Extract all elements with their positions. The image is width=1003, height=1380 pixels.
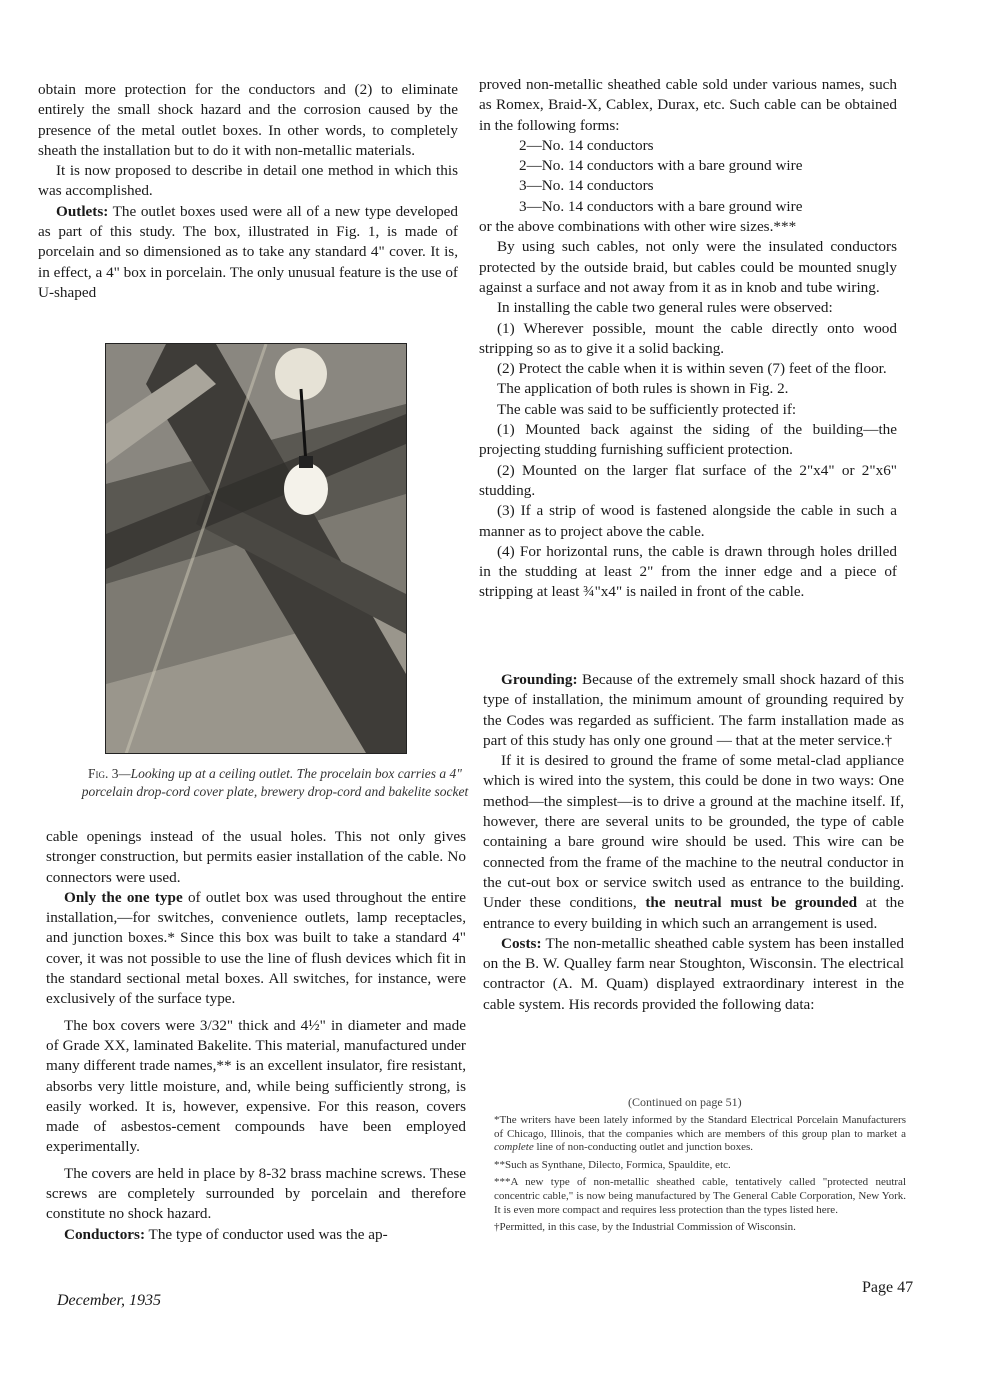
paragraph-conductors	[46, 1225, 466, 1245]
grounding-text: Because of the extremely small shock hazard of this type of installation, the minimum amount of grounding required by the Codes was regarded as sufficient. The farm installation made as part of this study has only one ground — that at the meter service.†	[483, 671, 904, 749]
figure-label: Fig. 3	[88, 766, 119, 781]
footnotes	[494, 1114, 906, 1239]
list-item: 2—No. 14 conductors with a bare ground wire	[519, 157, 803, 175]
footnote	[494, 1114, 906, 1155]
continued-note: (Continued on page 51)	[628, 1095, 742, 1109]
paragraph: (2) Mounted on the larger flat surface of the 2"x4" or 2"x6" studding.	[479, 461, 897, 499]
ceiling-outlet-photo	[106, 344, 406, 753]
conductors-heading: Conductors:	[64, 1225, 146, 1243]
one-type-text: of outlet box was used throughout the entire installation,—for switches, convenience outlets, lamp receptacles, and junction boxes.* Since this box was built to take a standard 4" cover, it was not possible to use the line of flush devices which fit in the standard sectional metal boxes. All switches, for instance, were exclusively of the surface type.	[46, 888, 466, 1008]
paragraph: (1) Mounted back against the siding of the building—the projecting studding furnishing sufficient protection.	[479, 421, 897, 459]
list-item: 3—No. 14 conductors with a bare ground wire	[519, 197, 803, 215]
costs-text: The non-metallic sheathed cable system has been installed on the B. W. Qualley farm near Stoughton, Wisconsin. The electrical contractor (A. M. Quam) displayed extraordinary interest in the cable system. His records provided the following data:	[483, 934, 904, 1013]
left-column-bottom	[46, 827, 466, 1245]
footnote-emphasis: complete	[494, 1141, 534, 1154]
footnote: ***A new type of non-metallic sheathed cable, tentatively called "protected neutral concentric cable," is now being manufactured by The General Cable Corporation, New York. It is even more compact and requires less protection than the types listed here.	[494, 1176, 906, 1216]
paragraph: (4) For horizontal runs, the cable is drawn through holes drilled in the studding at least 2" from the inner edge and a piece of stripping at least ¾"x4" is nailed in front of the cable.	[479, 542, 897, 601]
neutral-grounded-emphasis: the neutral must be grounded	[645, 894, 858, 912]
one-type-heading: Only the one type	[64, 888, 183, 906]
paragraph-grounding	[483, 670, 904, 751]
paragraph: cable openings instead of the usual holes. This not only gives stronger construction, but permits easier installation of the cable. No connectors were used.	[46, 828, 466, 886]
paragraph: The box covers were 3/32" thick and 4½" in diameter and made of Grade XX, laminated Bakelite. This material, manufactured under many different trade names,** is an excellent insulator, fire resistant, absorbs very little moisture, and, while being sufficiently strong, is easily worked. It is, however, expensive. For this reason, covers made of asbestos-cement compounds have been employed experimentally.	[46, 1016, 466, 1156]
paragraph-ground-frame	[483, 751, 904, 934]
footnote: **Such as Synthane, Dilecto, Formica, Spauldite, etc.	[494, 1158, 731, 1171]
paragraph: proved non-metallic sheathed cable sold under various names, such as Romex, Braid-X, Cablex, Durax, etc. Such cable can be obtained in the following forms:	[479, 76, 897, 134]
footer-date: December, 1935	[57, 1292, 161, 1309]
paragraph-outlets	[38, 202, 458, 303]
ground-frame-text-end: at the entrance to every building in which such an arrangement is used.	[483, 894, 904, 932]
left-column-top	[38, 80, 458, 303]
ground-frame-text: If it is desired to ground the frame of some metal-clad appliance which is wired into the system, this could be done in two ways: One method—the simplest—is to drive a ground at the machine itself. If, however, there are several units to be grounded, the type of cable containing a bare ground wire should be used. This wire can be connected from the frame of the machine to the neutral conductor in the cut-out box or service switch used as entrance to the building. Under these conditions,	[483, 752, 904, 912]
paragraph: (2) Protect the cable when it is within seven (7) feet of the floor.	[497, 360, 887, 378]
outlets-text: The outlet boxes used were all of a new type developed as part of this study. The box, illustrated in Fig. 1, is made of porcelain and so dimensioned as to take any standard 4" cover. It is, in effect, a 4" box in porcelain. The only unusual feature is the use of U-shaped	[38, 202, 458, 301]
paragraph: (1) Wherever possible, mount the cable directly onto wood stripping so as to give it a solid backing.	[479, 319, 897, 357]
list-item: 3—No. 14 conductors	[519, 177, 654, 195]
costs-heading: Costs:	[501, 934, 542, 952]
paragraph: or the above combinations with other wire sizes.***	[479, 218, 797, 236]
outlets-heading: Outlets:	[56, 202, 109, 220]
footnote-text: *The writers have been lately informed by the Standard Electrical Porcelain Manufacturers of Chicago, Illinois, that the companies which are members of this group plan to market a	[494, 1114, 906, 1140]
paragraph-one-type	[46, 888, 466, 1010]
caption-text: —Looking up at a ceiling outlet. The procelain box carries a 4" porcelain drop-cord cover plate, brewery drop-cord and bakelite socket	[81, 766, 469, 799]
footnote: †Permitted, in this case, by the Industrial Commission of Wisconsin.	[494, 1221, 796, 1234]
right-column-top	[479, 75, 897, 603]
footnote-text-end: line of non-conducting outlet and junction boxes.	[533, 1141, 754, 1154]
figure-photo	[105, 343, 407, 754]
grounding-heading: Grounding:	[501, 671, 578, 688]
right-column-bottom	[483, 670, 904, 1015]
list-item: 2—No. 14 conductors	[519, 136, 654, 154]
cable-forms-list	[479, 136, 897, 217]
paragraph: The covers are held in place by 8-32 brass machine screws. These screws are completely surrounded by porcelain and therefore constitute no shock hazard.	[46, 1164, 466, 1223]
paragraph: By using such cables, not only were the insulated conductors protected by the outside braid, but cables could be mounted snugly against a surface and not away from it as in knob and tube wiring.	[479, 238, 897, 296]
paragraph: obtain more protection for the conductors and (2) to eliminate entirely the small shock hazard and the corrosion caused by the presence of the metal outlet boxes. In other words, to completely sheath the installation but to do it with non-metallic materials.	[38, 81, 458, 159]
paragraph: In installing the cable two general rules were observed:	[497, 299, 833, 317]
paragraph: It is now proposed to describe in detail one method in which this was accomplished.	[38, 162, 458, 200]
paragraph-costs	[483, 934, 904, 1015]
paragraph: The cable was said to be sufficiently protected if:	[497, 400, 797, 418]
paragraph: (3) If a strip of wood is fastened alongside the cable in such a manner as to project above the cable.	[479, 502, 897, 540]
paragraph: The application of both rules is shown in Fig. 2.	[497, 380, 789, 398]
conductors-text: The type of conductor used was the ap-	[145, 1225, 388, 1243]
page-number: Page 47	[862, 1279, 914, 1296]
figure-caption	[80, 765, 470, 800]
